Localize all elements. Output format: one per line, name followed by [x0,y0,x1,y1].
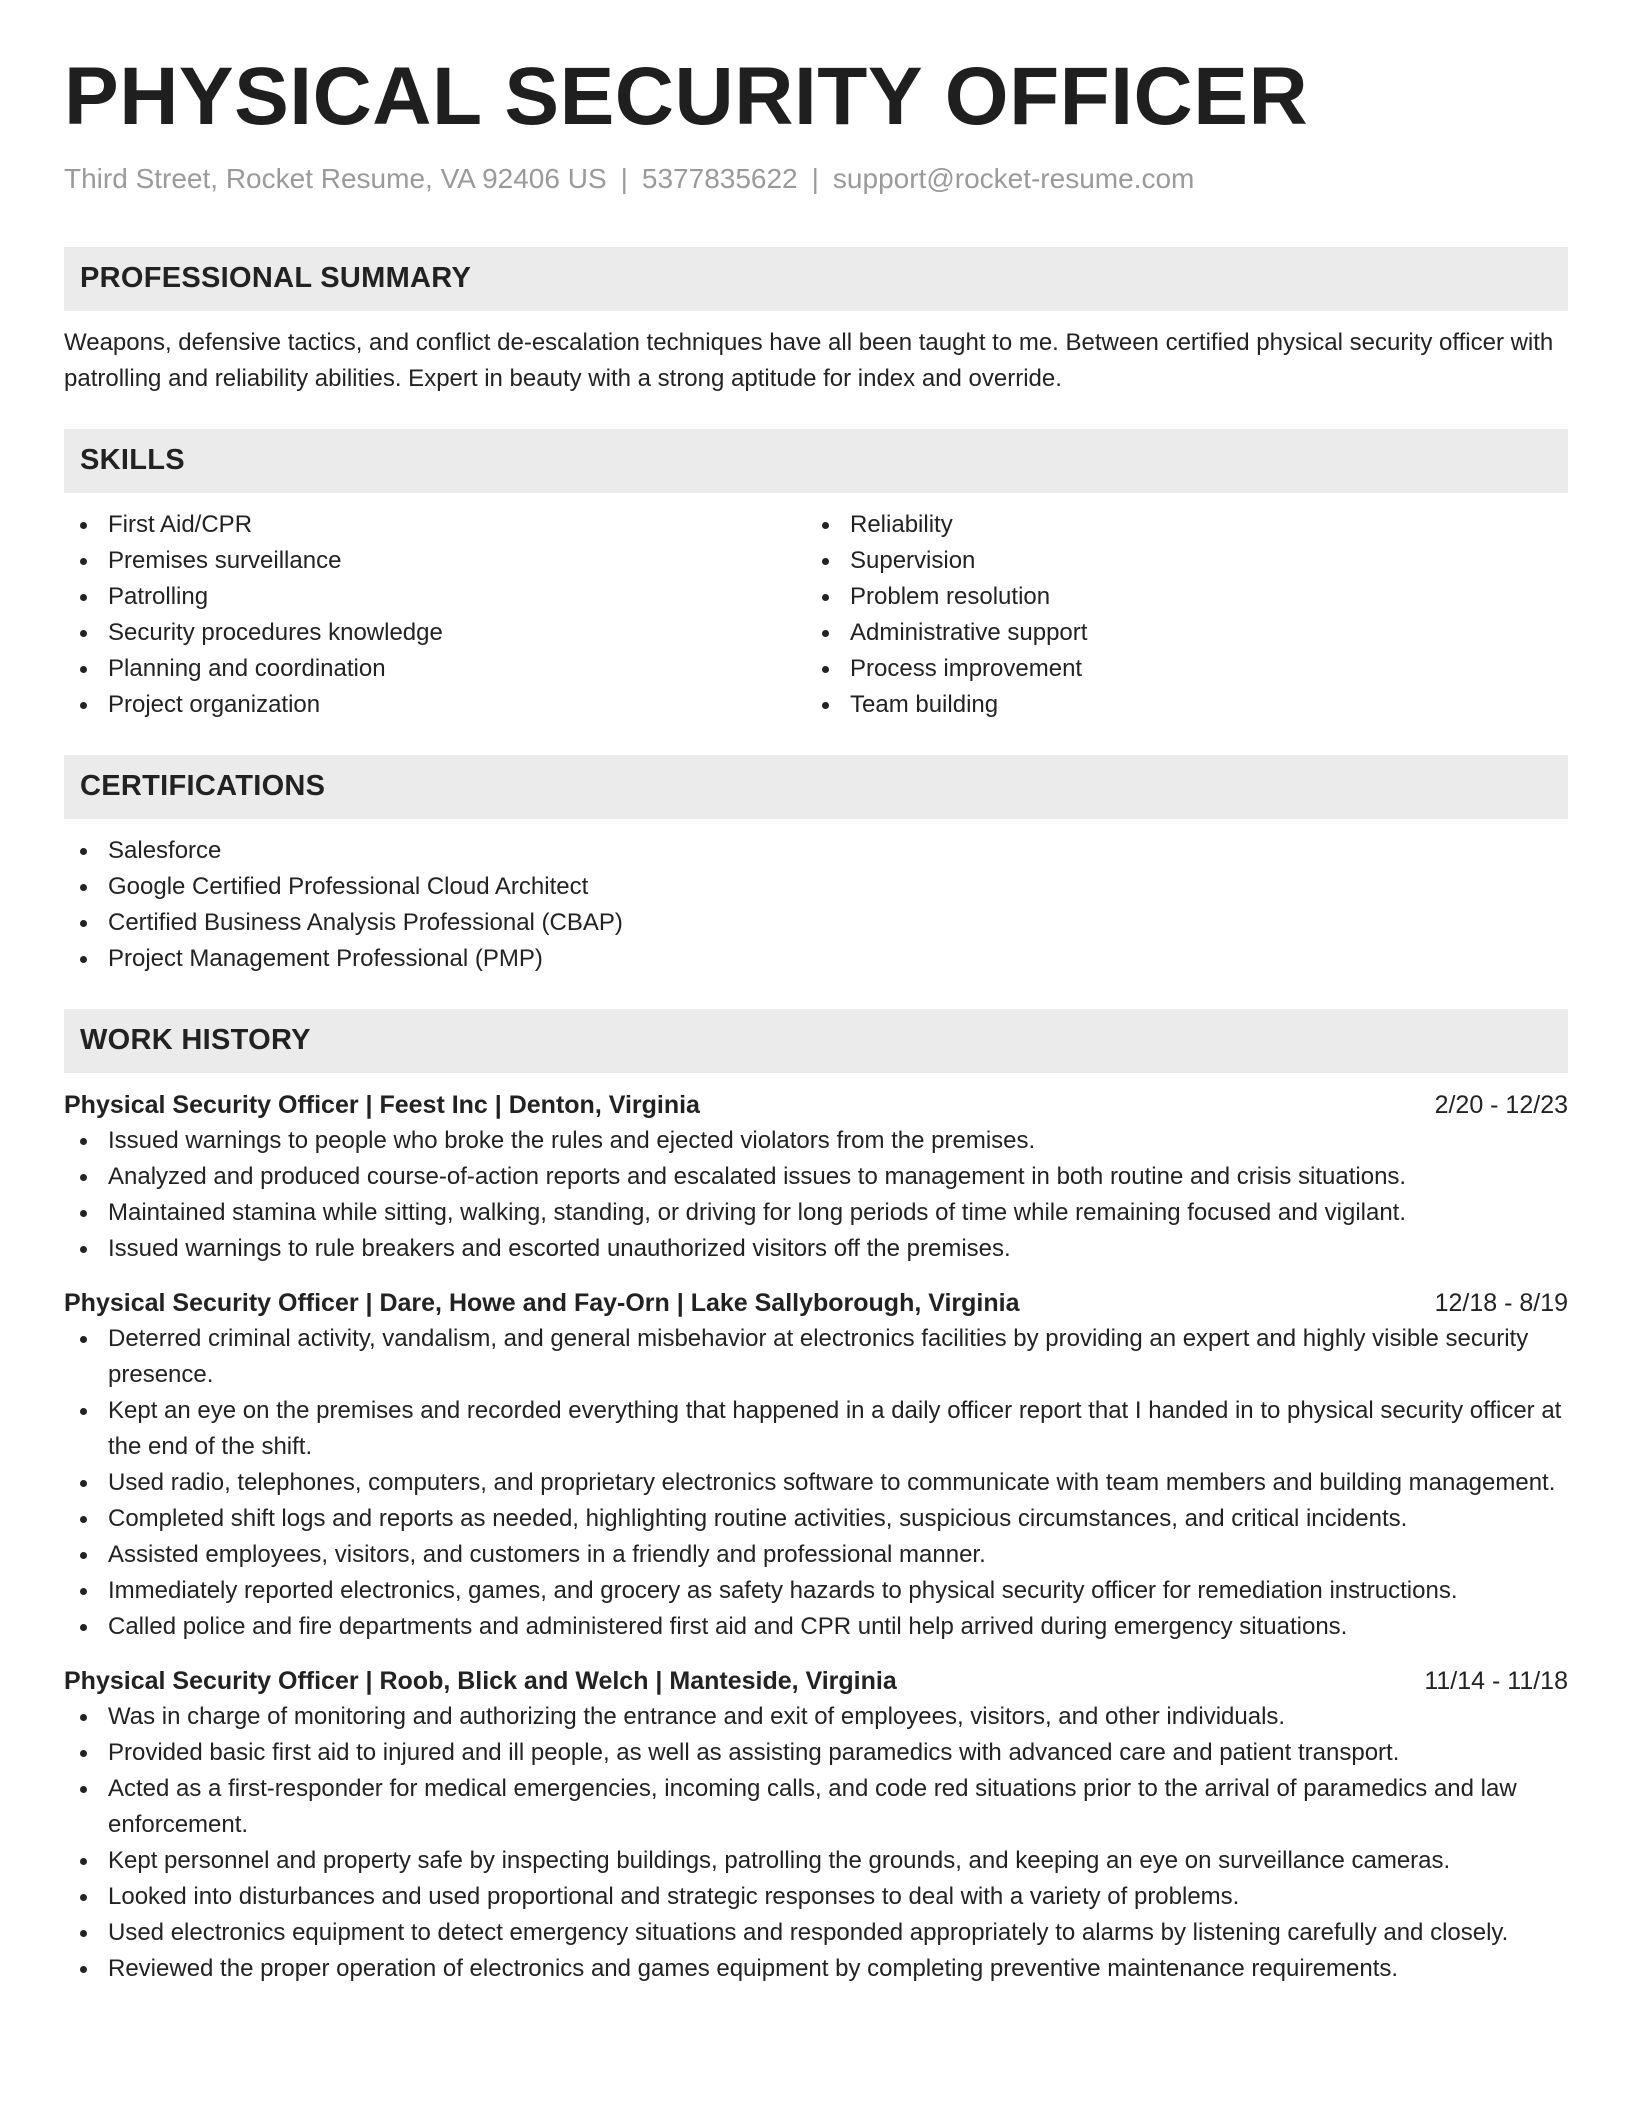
skill-item: Reliability [806,507,1548,543]
job-bullet: Immediately reported electronics, games, and grocery as safety hazards to physical security officer for remediation instructions. [64,1573,1568,1609]
certification-item: Google Certified Professional Cloud Architect [64,869,1568,905]
skills-grid [64,507,1568,723]
skill-item: Project organization [64,687,806,723]
job-title: Physical Security Officer | Feest Inc | Denton, Virginia [64,1090,700,1119]
skills-column-left [64,507,806,723]
contact-separator: | [620,163,628,194]
job-title: Physical Security Officer | Dare, Howe and Fay-Orn | Lake Sallyborough, Virginia [64,1288,1020,1317]
work-history-heading: WORK HISTORY [64,1009,1568,1073]
job-bullet: Used radio, telephones, computers, and proprietary electronics software to communicate with team members and building management. [64,1465,1568,1501]
job-entry [64,1285,1568,1645]
job-bullet-list [64,1123,1568,1267]
job-bullet: Kept personnel and property safe by inspecting buildings, patrolling the grounds, and keeping an eye on surveillance cameras. [64,1843,1568,1879]
job-header [64,1285,1568,1321]
skill-item: Process improvement [806,651,1548,687]
contact-email: support@rocket-resume.com [832,163,1195,194]
resume-name: PHYSICAL SECURITY OFFICER [64,51,1309,142]
job-bullet: Provided basic first aid to injured and ill people, as well as assisting paramedics with advanced care and patient transport. [64,1735,1568,1771]
contact-address: Third Street, Rocket Resume, VA 92406 US [64,163,607,194]
certification-item: Certified Business Analysis Professional (CBAP) [64,905,1568,941]
skills-list-right [806,507,1548,723]
skill-item: Premises surveillance [64,543,806,579]
skill-item: Patrolling [64,579,806,615]
skill-item: Administrative support [806,615,1548,651]
skill-item: Team building [806,687,1548,723]
skills-list-left [64,507,806,723]
job-title: Physical Security Officer | Roob, Blick and Welch | Manteside, Virginia [64,1666,897,1695]
job-header [64,1663,1568,1699]
job-bullet: Acted as a first-responder for medical emergencies, incoming calls, and code red situations prior to the arrival of paramedics and law enforcement. [64,1771,1568,1843]
skill-item: Planning and coordination [64,651,806,687]
contact-separator: | [811,163,819,194]
job-entry [64,1087,1568,1267]
job-bullet: Reviewed the proper operation of electronics and games equipment by completing preventive maintenance requirements. [64,1951,1568,1987]
contact-line [64,162,1568,196]
job-bullet: Issued warnings to rule breakers and escorted unauthorized visitors off the premises. [64,1231,1568,1267]
skill-item: First Aid/CPR [64,507,806,543]
contact-phone: 5377835622 [641,163,798,194]
job-bullet-list [64,1699,1568,1987]
job-bullet: Maintained stamina while sitting, walking, standing, or driving for long periods of time while remaining focused and vigilant. [64,1195,1568,1231]
job-bullet-list [64,1321,1568,1645]
job-dates: 11/14 - 11/18 [1424,1666,1568,1695]
job-bullet: Looked into disturbances and used proportional and strategic responses to deal with a variety of problems. [64,1879,1568,1915]
certification-item: Salesforce [64,833,1568,869]
summary-text: Weapons, defensive tactics, and conflict de-escalation techniques have all been taught to me. Between certified physical security officer with patrolling and reliability abilities. Expert in beauty with a strong aptitude for index and override. [64,328,1554,392]
job-bullet: Was in charge of monitoring and authorizing the entrance and exit of employees, visitors, and other individuals. [64,1699,1568,1735]
job-bullet: Used electronics equipment to detect emergency situations and responded appropriately to alarms by listening carefully and closely. [64,1915,1568,1951]
job-bullet: Completed shift logs and reports as needed, highlighting routine activities, suspicious circumstances, and critical incidents. [64,1501,1568,1537]
job-bullet: Assisted employees, visitors, and customers in a friendly and professional manner. [64,1537,1568,1573]
summary-heading: PROFESSIONAL SUMMARY [64,247,1568,311]
certifications-list [64,833,1568,977]
job-dates: 2/20 - 12/23 [1434,1090,1568,1119]
skill-item: Problem resolution [806,579,1548,615]
work-history-list [64,1087,1568,1987]
skill-item: Supervision [806,543,1548,579]
job-dates: 12/18 - 8/19 [1434,1288,1568,1317]
certifications-heading: CERTIFICATIONS [64,755,1568,819]
resume-page [64,51,1568,1987]
job-bullet: Analyzed and produced course-of-action reports and escalated issues to management in both routine and crisis situations. [64,1159,1568,1195]
skill-item: Security procedures knowledge [64,615,806,651]
job-bullet: Kept an eye on the premises and recorded everything that happened in a daily officer report that I handed in to physical security officer at the end of the shift. [64,1393,1568,1465]
job-header [64,1087,1568,1123]
certification-item: Project Management Professional (PMP) [64,941,1568,977]
skills-heading: SKILLS [64,429,1568,493]
job-entry [64,1663,1568,1987]
skills-column-right [806,507,1548,723]
job-bullet: Deterred criminal activity, vandalism, and general misbehavior at electronics facilities by providing an expert and highly visible security presence. [64,1321,1568,1393]
job-bullet: Called police and fire departments and administered first aid and CPR until help arrived during emergency situations. [64,1609,1568,1645]
job-bullet: Issued warnings to people who broke the rules and ejected violators from the premises. [64,1123,1568,1159]
